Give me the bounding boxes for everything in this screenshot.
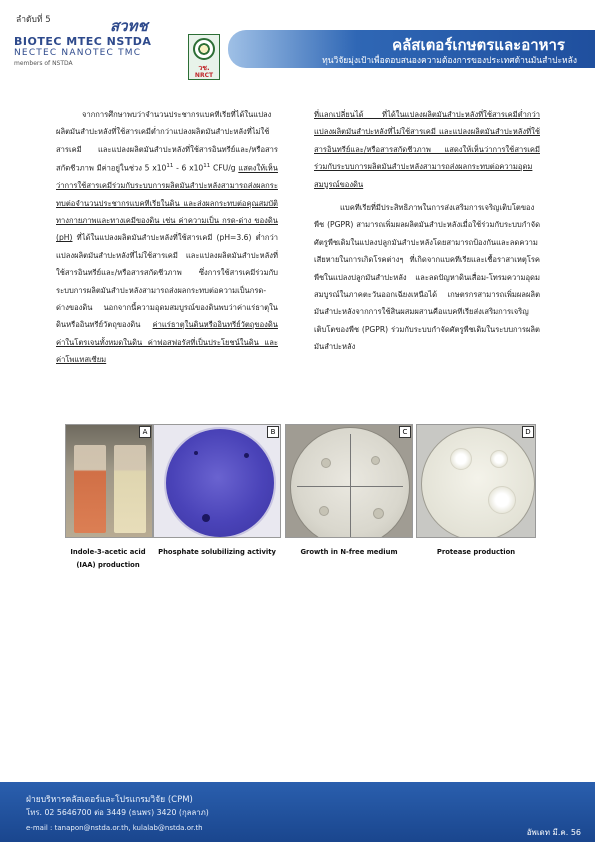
cluster-banner (228, 30, 595, 68)
halo-d2 (490, 450, 508, 468)
petri-dish-d (421, 427, 535, 538)
logo-subtitle: members of NSTDA (14, 60, 73, 67)
nstda-mark-text: สวทช (110, 17, 148, 35)
left-text-1: จากการศึกษาพบว่าจำนวนประชากรแบคทีเรียที่ได้ในแปลงผลิตมันสำปะหลังที่ใช้สารเคมีต่ำกว่าแปลงผลิตมันสำปะหลังที่ไม่ใช้สารเคมี และแปลงผลิตมันสำปะหลังที่ใช้สารอินทรีย์และ/หรือสารสกัดชีวภาพ มีค่าอยู่ในช่วง 5 x10 (56, 110, 278, 173)
figure-b-tag: B (267, 426, 279, 438)
halo-d3 (488, 486, 516, 514)
left-text-2: - 6 x10 (173, 163, 204, 173)
colony-c3 (319, 506, 329, 516)
figure-c-tag: C (399, 426, 411, 438)
figure-c-nfree-photo (285, 424, 413, 538)
figure-d-protease-photo (416, 424, 536, 538)
caption-c: Growth in N-free medium (300, 548, 398, 556)
logo-line-1: BIOTEC MTEC NSTDA (14, 35, 152, 48)
banner-subtitle: ทุนวิจัยมุ่งเป้าเพื่อตอบสนองความต้องการของประเทศด้านมันสำปะหลัง (322, 56, 577, 66)
footer (0, 782, 595, 842)
petri-dish-c (290, 427, 410, 538)
plate-divider-v (350, 434, 351, 538)
banner-title: คลัสเตอร์เกษตรและอาหาร (392, 36, 565, 54)
logo-line-2: NECTEC NANOTEC TMC (14, 48, 142, 58)
figure-b-phosphate-photo (153, 424, 281, 538)
footer-email[interactable]: e-mail : tanapon@nstda.or.th, kulalab@nstda.or.th (26, 824, 203, 832)
caption-b: Phosphate solubilizing activity (158, 548, 276, 556)
footer-phone: โทร. 02 5646700 ต่อ 3449 (ธนพร) 3420 (กุลลาภ) (26, 808, 209, 817)
left-column (56, 106, 278, 369)
figure-d-tag: D (522, 426, 534, 438)
nstda-mark (110, 14, 160, 42)
left-text-4: ที่ได้ในแปลงผลิตมันสำปะหลังที่ใช้สารเคมี (pH=3.6) ต่ำกว่าแปลงผลิตมันสำปะหลังที่ไม่ใช้สารเคมี และแปลงผลิตมันสำปะหลังที่ใช้สารอินทรีย์และ/หรือสารสกัดชีวภาพ ซึ่งการใช้สารเคมีร่วมกับระบบการผลิตมันสำปะหลังสามารถส่งผลกระทบต่อความเป็นกรด-ด่างของดิน นอกจากนี้ความอุดมสมบูรณ์ของดินพบว่าค่าแร่ธาตุในดินหรืออินทรีย์วัตถุของดิน (56, 233, 278, 330)
issue-number: ลำดับที่ 5 (16, 15, 51, 25)
left-text-underlined-1: แสดงให้เห็นว่าการใช้สารเคมีร่วมกับระบบการผลิตมันสำปะหลังสามารถส่งผลกระทบต่อจำนวนประชากรแบคทีเรียในดิน และส่งผลกระทบต่อคุณสมบัติทางกายภาพและทางเคมีของดิน เช่น ค่าความเป็น กรด-ด่าง ของดิน (pH) (56, 163, 278, 243)
nrct-sub-label: NRCT (194, 72, 214, 79)
colony-b2 (244, 453, 249, 458)
test-tube-positive (74, 445, 106, 533)
petri-dish-b (164, 427, 276, 538)
halo-d1 (450, 448, 472, 470)
colony-c4 (373, 508, 384, 519)
exponent-1: 11 (166, 163, 174, 170)
test-tube-control (114, 445, 146, 533)
left-paragraph (56, 106, 278, 369)
right-paragraph-2 (314, 199, 540, 356)
figure-a-tag: A (139, 426, 151, 438)
caption-d: Protease production (436, 548, 516, 556)
left-text-3: CFU/g (210, 163, 239, 173)
colony-b1 (194, 451, 198, 455)
colony-c1 (321, 458, 331, 468)
nrct-logo (188, 34, 220, 80)
right-text-2: แบคทีเรียที่มีประสิทธิภาพในการส่งเสริมการเจริญเติบโตของพืช (PGPR) สามารถเพิ่มผลผลิตมันสำปะหลังเมื่อใช้ร่วมกับระบบกำจัดศัตรูพืชเดิมในแปลงปลูกมันสำปะหลังโดยสามารถป้องกันและลดความเสียหายในการเกิดโรคต่างๆ ที่เกิดจากแบคทีเรียและเชื้อราสาเหตุโรคพืชในแปลงปลูกมันสำปะหลัง และลดปัญหาดินเสื่อม-โทรมความอุดมสมบูรณ์ในภาคตะวันออกเฉียงเหนือได้ เกษตรกรสามารถเพิ่มผลผลิตมันสำปะหลังจากการใช้สินผสมผสานคือแบคทีเรียส่งเสริมการเจริญเติบโตของพืช (PGPR) ร่วมกับระบบกำจัดศัตรูพืชเดิมในระบบการผลิตมันสำปะหลัง (314, 203, 540, 352)
right-paragraph-1 (314, 106, 540, 193)
left-text-underlined-2: ค่าแร่ธาตุในดินหรืออินทรีย์วัตถุของดิน ค่าในโตรเจนทั้งหมดในดิน ค่าฟอสฟอรัสที่เป็นประโยชน์ในดิน และค่าโพแทสเซียม (56, 320, 278, 365)
nrct-emblem-icon (193, 38, 215, 60)
footer-department: ฝ่ายบริหารคลัสเตอร์และโปรแกรมวิจัย (CPM) (26, 795, 193, 805)
colony-c2 (371, 456, 380, 465)
right-text-underlined: ที่แลกเปลี่ยนได้ ที่ได้ในแปลงผลิตมันสำปะหลังที่ใช้สารเคมีต่ำกว่าแปลงผลิตมันสำปะหลังที่ไม่ใช้สารเคมี และแปลงผลิตมันสำปะหลังที่ใช้สารอินทรีย์และ/หรือสารสกัดชีวภาพ แสดงให้เห็นว่าการใช้สารเคมีร่วมกับระบบการผลิตมันสำปะหลังสามารถส่งผลกระทบต่อความอุดมสมบูรณ์ของดิน (314, 110, 540, 189)
caption-a: Indole-3-acetic acid (IAA) production (70, 548, 146, 569)
figure-a-iaa-photo (65, 424, 153, 538)
exponent-2: 11 (203, 163, 211, 170)
footer-update-date: อัพเดท มี.ค. 56 (526, 828, 581, 837)
colony-b3 (202, 514, 210, 522)
nrct-label: วช. (198, 64, 210, 72)
right-column (314, 106, 540, 356)
